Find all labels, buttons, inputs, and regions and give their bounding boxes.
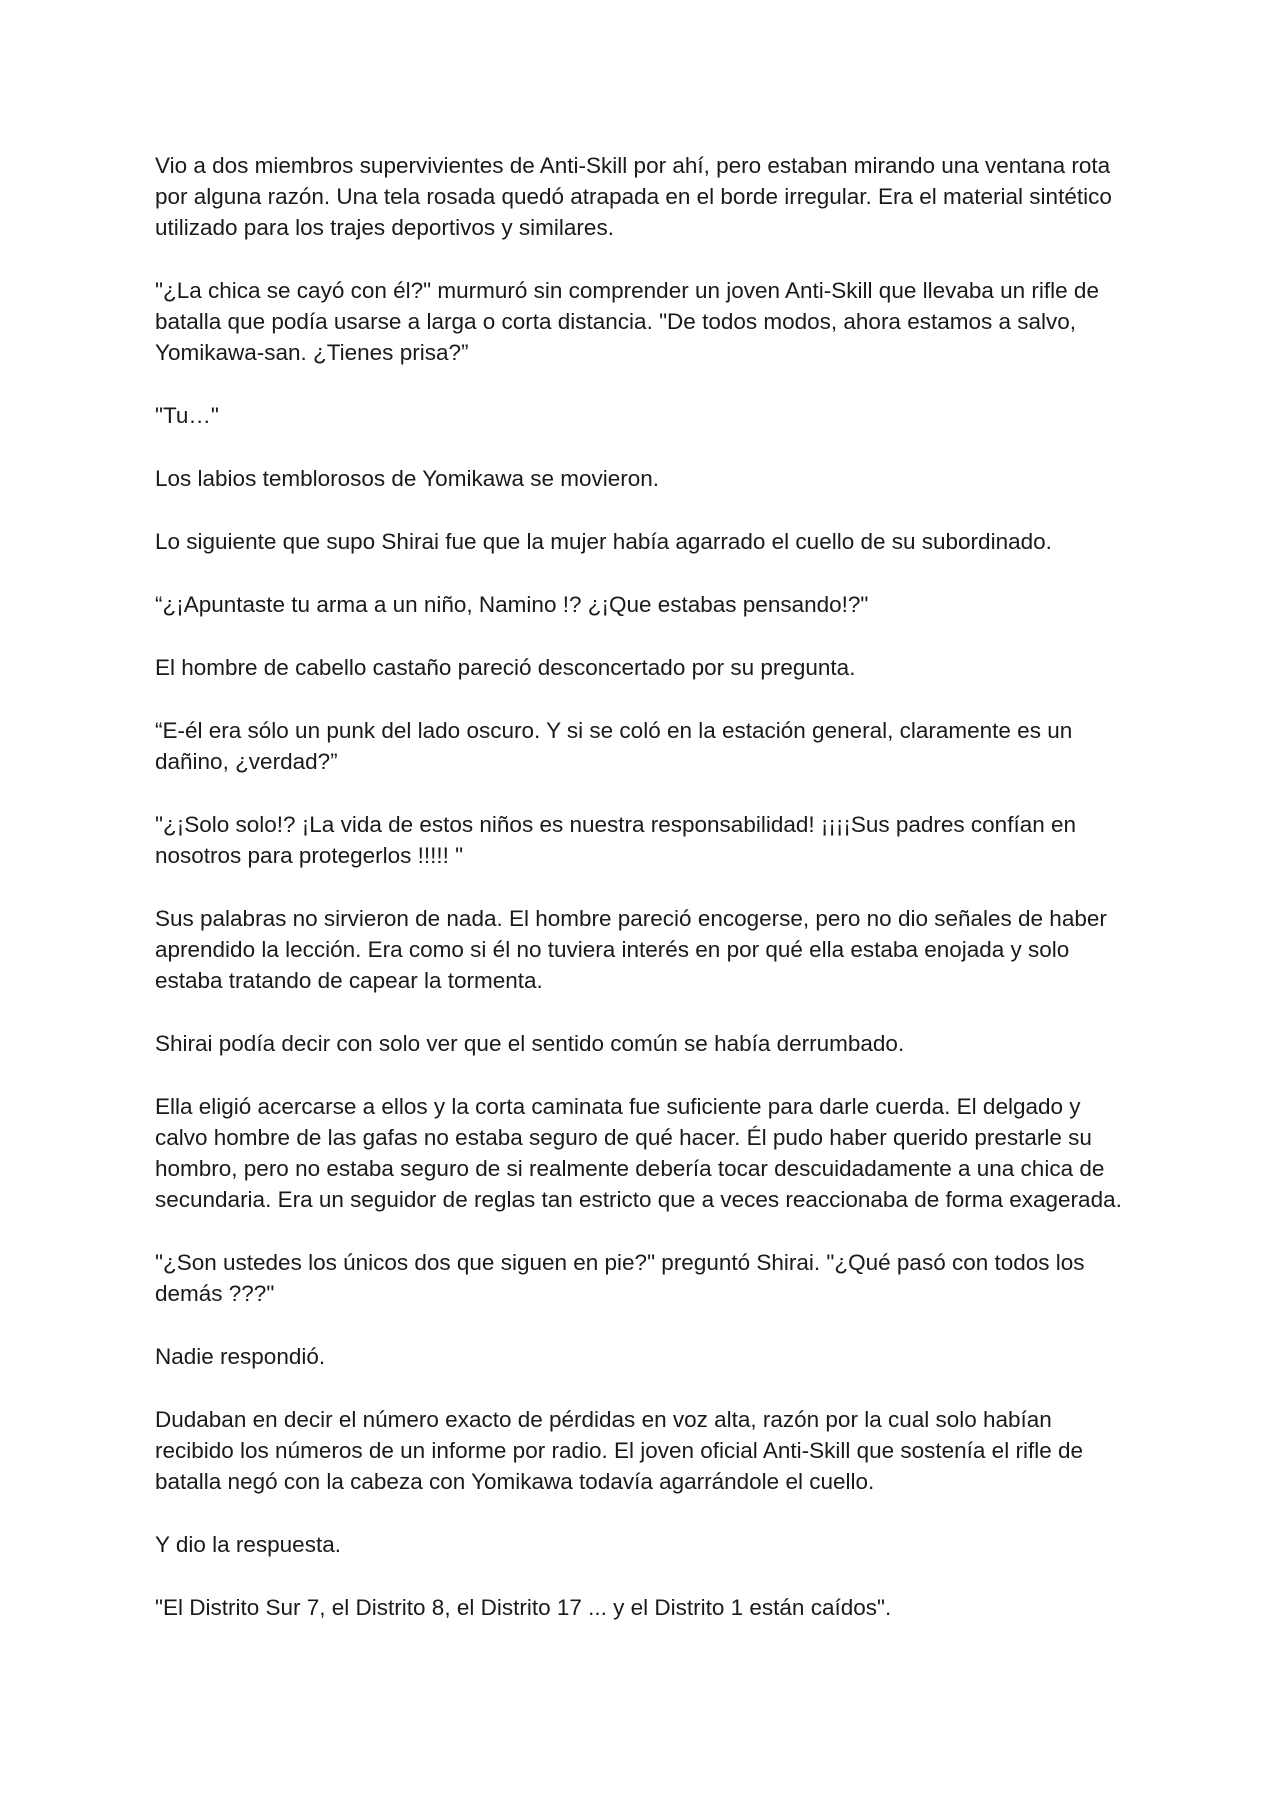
paragraph: "El Distrito Sur 7, el Distrito 8, el Distrito 17 ... y el Distrito 1 están caídos". — [155, 1595, 892, 1620]
paragraph: Vio a dos miembros supervivientes de Anti-Skill por ahí, pero estaban mirando una ventana rota por alguna razón. Una tela rosada quedó atrapada en el borde irregular. Era el material sintético utilizado para los trajes deportivos y similares. — [155, 153, 1112, 240]
paragraph: “¿¡Apuntaste tu arma a un niño, Namino !? ¿¡Que estabas pensando!?" — [155, 592, 869, 617]
paragraph: “E-él era sólo un punk del lado oscuro. Y si se coló en la estación general, claramente es un dañino, ¿verdad?” — [155, 718, 1073, 774]
paragraph: "Tu…" — [155, 403, 219, 428]
paragraph: Nadie respondió. — [155, 1344, 326, 1369]
paragraph: Lo siguiente que supo Shirai fue que la mujer había agarrado el cuello de su subordinado. — [155, 529, 1052, 554]
paragraph: Los labios temblorosos de Yomikawa se movieron. — [155, 466, 660, 491]
paragraph: El hombre de cabello castaño pareció desconcertado por su pregunta. — [155, 655, 856, 680]
paragraph: Shirai podía decir con solo ver que el sentido común se había derrumbado. — [155, 1031, 905, 1056]
paragraph: Sus palabras no sirvieron de nada. El hombre pareció encogerse, pero no dio señales de haber aprendido la lección. Era como si él no tuviera interés en por qué ella estaba enojada y solo estaba tratando de capear la tormenta. — [155, 906, 1107, 993]
paragraph: "¿Son ustedes los únicos dos que siguen en pie?" preguntó Shirai. "¿Qué pasó con todos los demás ???" — [155, 1250, 1085, 1306]
paragraph: "¿La chica se cayó con él?" murmuró sin comprender un joven Anti-Skill que llevaba un rifle de batalla que podía usarse a larga o corta distancia. "De todos modos, ahora estamos a salvo, Yomikawa-san. ¿Tienes prisa?” — [155, 278, 1099, 365]
document-body — [155, 150, 1135, 1655]
paragraph: Y dio la respuesta. — [155, 1532, 341, 1557]
paragraph: Dudaban en decir el número exacto de pérdidas en voz alta, razón por la cual solo habían recibido los números de un informe por radio. El joven oficial Anti-Skill que sostenía el rifle de batalla negó con la cabeza con Yomikawa todavía agarrándole el cuello. — [155, 1407, 1083, 1494]
paragraph: Ella eligió acercarse a ellos y la corta caminata fue suficiente para darle cuerda. El delgado y calvo hombre de las gafas no estaba seguro de qué hacer. Él pudo haber querido prestarle su hombro, pero no estaba seguro de si realmente debería tocar descuidadamente a una chica de secundaria. Era un seguidor de reglas tan estricto que a veces reaccionaba de forma exagerada. — [155, 1094, 1122, 1212]
paragraph: "¿¡Solo solo!? ¡La vida de estos niños es nuestra responsabilidad! ¡¡¡¡Sus padres confían en nosotros para protegerlos !!!!! " — [155, 812, 1076, 868]
